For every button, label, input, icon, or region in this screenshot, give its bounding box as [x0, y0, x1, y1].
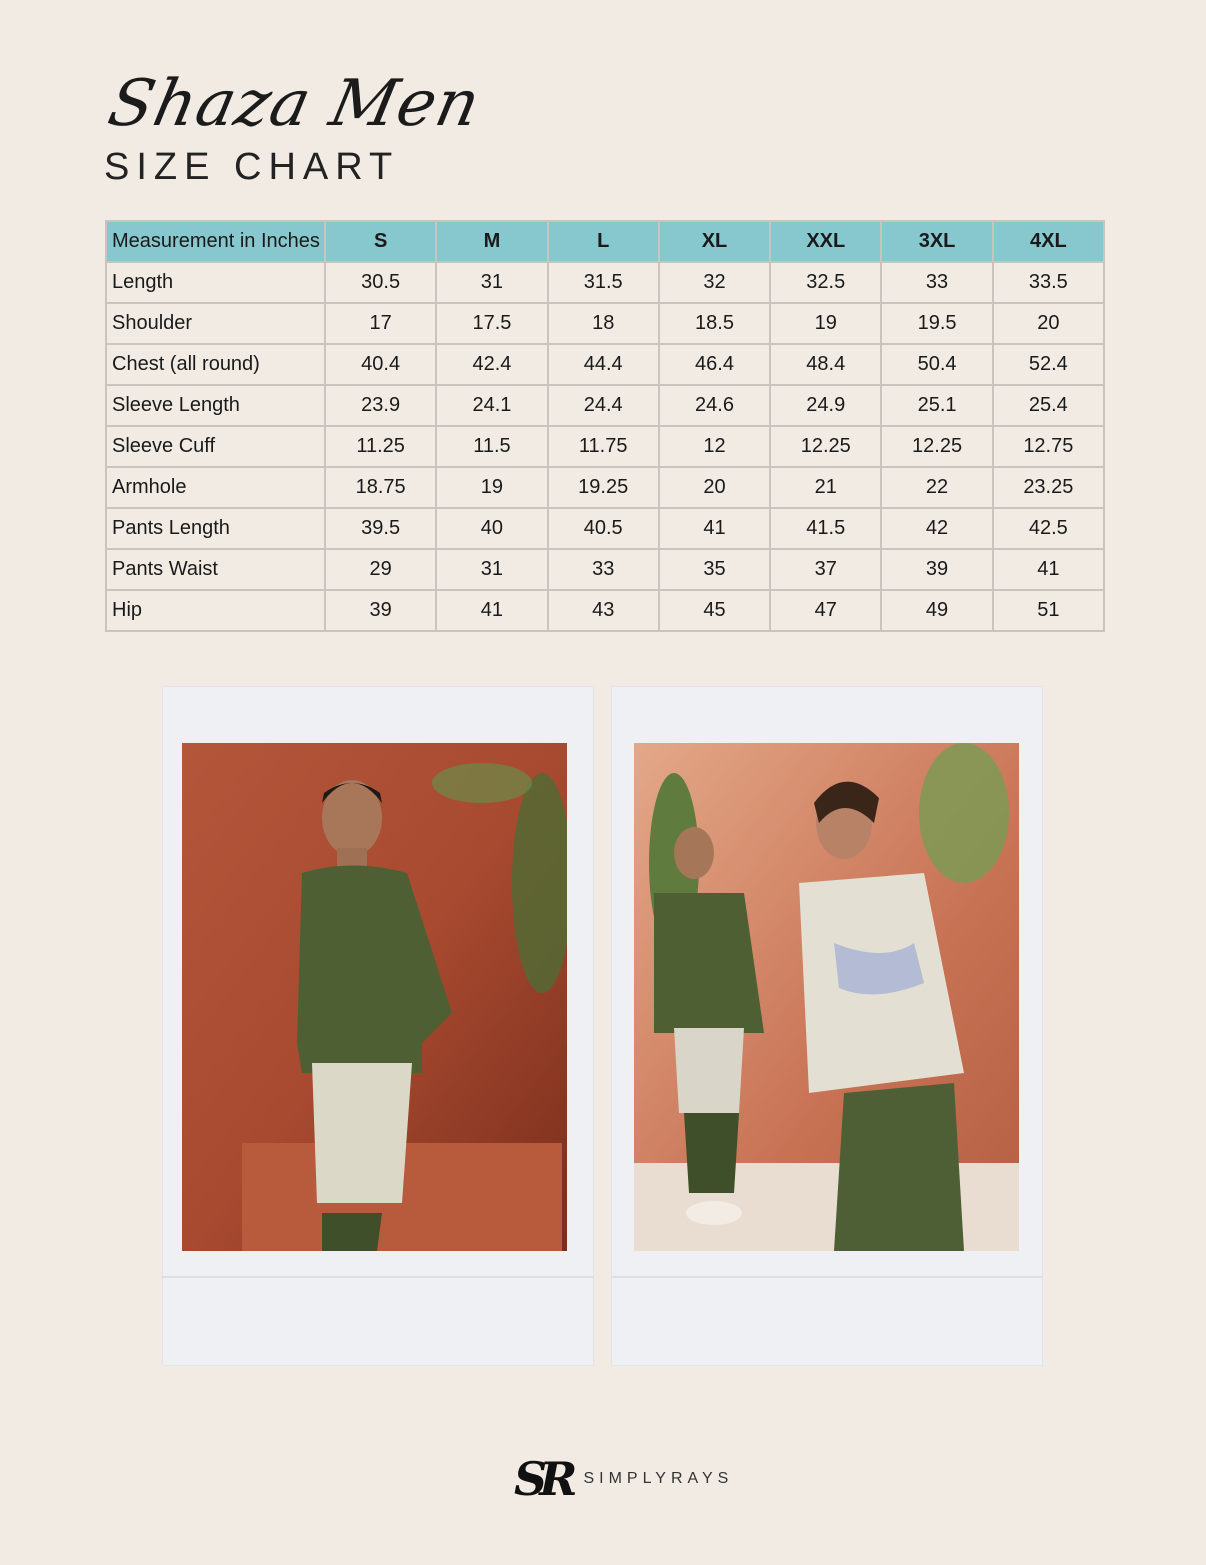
column-header: M	[436, 221, 547, 262]
table-row	[106, 590, 1104, 631]
size-value: 17.5	[436, 303, 547, 344]
size-value: 43	[548, 590, 659, 631]
table-row	[106, 467, 1104, 508]
table-row	[106, 549, 1104, 590]
size-value: 18.75	[325, 467, 436, 508]
row-label: Chest (all round)	[106, 344, 325, 385]
size-value: 33.5	[993, 262, 1104, 303]
size-value: 22	[881, 467, 992, 508]
size-value: 44.4	[548, 344, 659, 385]
size-value: 12.25	[770, 426, 881, 467]
table-row	[106, 262, 1104, 303]
size-value: 42	[881, 508, 992, 549]
size-value: 30.5	[325, 262, 436, 303]
size-value: 29	[325, 549, 436, 590]
size-value: 24.6	[659, 385, 770, 426]
size-value: 37	[770, 549, 881, 590]
size-value: 49	[881, 590, 992, 631]
size-value: 41	[436, 590, 547, 631]
table-row	[106, 385, 1104, 426]
brand-footer	[514, 1452, 733, 1506]
size-value: 41.5	[770, 508, 881, 549]
row-label: Sleeve Cuff	[106, 426, 325, 467]
size-value: 33	[548, 549, 659, 590]
column-header: XL	[659, 221, 770, 262]
row-label: Pants Length	[106, 508, 325, 549]
size-value: 41	[659, 508, 770, 549]
column-header: 3XL	[881, 221, 992, 262]
size-value: 51	[993, 590, 1104, 631]
header	[102, 67, 487, 189]
size-value: 32	[659, 262, 770, 303]
brand-logo-mark: SR	[514, 1452, 570, 1506]
page-subtitle: SIZE CHART	[104, 146, 400, 188]
table-header-row	[106, 221, 1104, 262]
table-row	[106, 508, 1104, 549]
size-value: 20	[659, 467, 770, 508]
size-value: 18	[548, 303, 659, 344]
size-value: 24.4	[548, 385, 659, 426]
size-value: 23.25	[993, 467, 1104, 508]
table-row	[106, 303, 1104, 344]
size-value: 39	[325, 590, 436, 631]
size-value: 39	[881, 549, 992, 590]
size-value: 50.4	[881, 344, 992, 385]
size-value: 23.9	[325, 385, 436, 426]
size-value: 40.5	[548, 508, 659, 549]
photo-card-right	[611, 686, 1043, 1366]
brand-name: SIMPLYRAYS	[583, 1470, 734, 1487]
size-value: 41	[993, 549, 1104, 590]
column-header: Measurement in Inches	[106, 221, 325, 262]
row-label: Length	[106, 262, 325, 303]
size-value: 31	[436, 549, 547, 590]
size-value: 52.4	[993, 344, 1104, 385]
row-label: Pants Waist	[106, 549, 325, 590]
table-row	[106, 426, 1104, 467]
size-value: 18.5	[659, 303, 770, 344]
row-label: Shoulder	[106, 303, 325, 344]
collection-title: Shaza Men	[102, 67, 487, 141]
size-value: 20	[993, 303, 1104, 344]
size-value: 40.4	[325, 344, 436, 385]
size-value: 11.25	[325, 426, 436, 467]
column-header: 4XL	[993, 221, 1104, 262]
size-value: 31.5	[548, 262, 659, 303]
size-value: 19.25	[548, 467, 659, 508]
size-value: 24.1	[436, 385, 547, 426]
model-photo-men	[182, 743, 567, 1251]
size-value: 31	[436, 262, 547, 303]
size-value: 48.4	[770, 344, 881, 385]
size-value: 42.5	[993, 508, 1104, 549]
row-label: Hip	[106, 590, 325, 631]
size-value: 19	[770, 303, 881, 344]
size-value: 11.75	[548, 426, 659, 467]
size-value: 12.75	[993, 426, 1104, 467]
size-value: 11.5	[436, 426, 547, 467]
size-value: 32.5	[770, 262, 881, 303]
model-photo-couple	[634, 743, 1019, 1251]
row-label: Armhole	[106, 467, 325, 508]
size-value: 12	[659, 426, 770, 467]
row-label: Sleeve Length	[106, 385, 325, 426]
size-value: 24.9	[770, 385, 881, 426]
size-value: 12.25	[881, 426, 992, 467]
size-value: 35	[659, 549, 770, 590]
size-value: 33	[881, 262, 992, 303]
size-value: 45	[659, 590, 770, 631]
size-value: 42.4	[436, 344, 547, 385]
size-value: 39.5	[325, 508, 436, 549]
size-value: 19.5	[881, 303, 992, 344]
size-value: 17	[325, 303, 436, 344]
size-chart-table	[105, 220, 1105, 632]
size-value: 25.4	[993, 385, 1104, 426]
column-header: S	[325, 221, 436, 262]
size-value: 40	[436, 508, 547, 549]
size-value: 25.1	[881, 385, 992, 426]
column-header: XXL	[770, 221, 881, 262]
size-value: 46.4	[659, 344, 770, 385]
size-value: 21	[770, 467, 881, 508]
table-row	[106, 344, 1104, 385]
column-header: L	[548, 221, 659, 262]
size-value: 19	[436, 467, 547, 508]
size-value: 47	[770, 590, 881, 631]
photo-card-left	[162, 686, 594, 1366]
